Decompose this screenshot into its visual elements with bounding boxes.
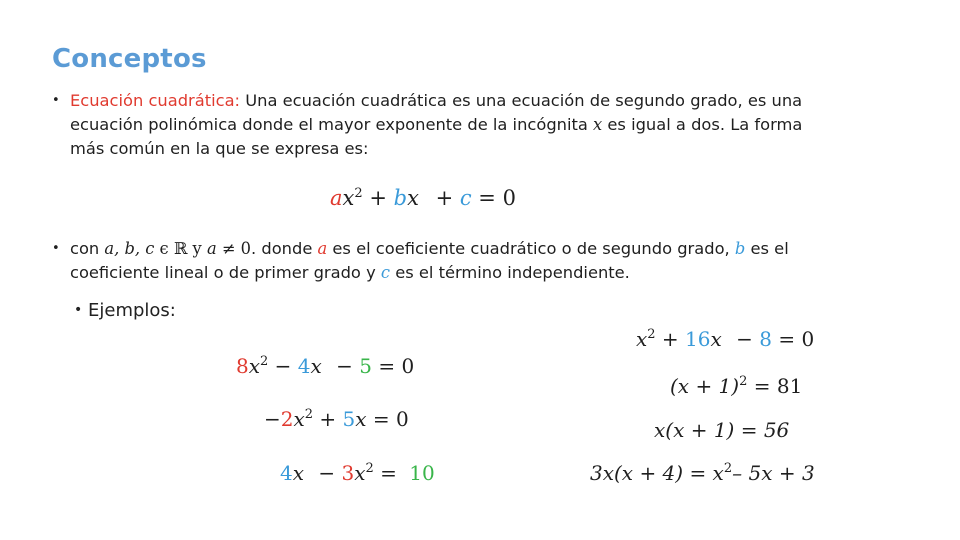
example-right-3 (654, 418, 789, 442)
term-x: x (293, 407, 305, 431)
exponent: 2 (739, 374, 748, 389)
term-x: x (292, 461, 305, 485)
bullet-coefficients (52, 237, 882, 285)
sign: − (264, 407, 281, 431)
example-left-1 (236, 354, 414, 378)
bullet-text (70, 89, 882, 161)
bullet-icon: • (52, 241, 60, 256)
coef-a: a (330, 186, 343, 210)
constant: 5 (359, 354, 373, 378)
definition-line-3: más común en la que se expresa es: (70, 139, 369, 158)
equals: = 0 (372, 354, 415, 378)
operator: − (312, 461, 342, 485)
expression: x(x + 1) = 56 (654, 418, 790, 442)
text: con (70, 239, 105, 258)
definition-line-2a: ecuación polinómica donde el mayor exponente de la incógnita (70, 115, 594, 134)
text: ≠ 0 (216, 239, 252, 258)
term-x: x (248, 354, 261, 378)
variable-a: a (206, 239, 217, 258)
coef-a: a (317, 239, 328, 258)
exponent: 2 (260, 354, 269, 369)
operator: + (362, 186, 394, 210)
definition-line-1: Una ecuación cuadrática es una ecuación de segundo grado, es una (240, 91, 803, 110)
coef-c: c (380, 263, 391, 282)
coef: 5 (342, 407, 356, 431)
text: coeficiente lineal o de primer grado y (70, 263, 381, 282)
example-left-2 (264, 407, 409, 431)
text: es el término independiente. (390, 263, 630, 282)
definition-line-2b: es igual a dos. La forma (602, 115, 803, 134)
coef: 3 (341, 461, 355, 485)
term-x: x (310, 354, 322, 378)
examples-label (74, 300, 176, 321)
text: ϵ ℝ y (154, 239, 207, 258)
bullet-icon: • (52, 93, 60, 108)
coef-c: c (459, 186, 472, 210)
equals: = 81 (747, 374, 803, 398)
example-right-4 (590, 461, 815, 485)
general-formula (330, 186, 516, 210)
text: es el coeficiente cuadrático o de segundo grado, (327, 239, 735, 258)
coef: 2 (280, 407, 294, 431)
coef: 16 (685, 327, 711, 351)
term-x: x (407, 186, 419, 210)
constant: 8 (759, 327, 772, 351)
bullet-quadratic-definition (52, 89, 882, 161)
coef: 8 (236, 354, 249, 378)
term-x: x (354, 461, 366, 485)
equals: = (373, 461, 404, 485)
expression: – 5x + 3 (732, 461, 815, 485)
operator: + (655, 327, 686, 351)
operator: − (729, 327, 760, 351)
expression: 3x(x + 4) = x (590, 461, 724, 485)
text: . donde (251, 239, 318, 258)
equals: = 0 (366, 407, 409, 431)
text: es el (745, 239, 789, 258)
example-right-1 (636, 327, 814, 351)
term-x: x (710, 327, 722, 351)
exponent: 2 (304, 407, 314, 422)
exponent: 2 (647, 327, 656, 342)
slide-title: Conceptos (52, 44, 207, 74)
coef-b: b (734, 239, 746, 258)
equals: = 0 (772, 327, 815, 351)
exponent: 2 (354, 186, 363, 201)
term-x: x (636, 327, 648, 351)
operator: + (428, 186, 460, 210)
bullet-text (70, 237, 882, 285)
operator: − (268, 354, 298, 378)
operator: − (329, 354, 360, 378)
term-x: x (342, 186, 355, 210)
constant: 10 (409, 461, 435, 485)
variable-x: x (593, 115, 603, 134)
example-right-2 (670, 374, 802, 398)
bullet-icon: • (74, 302, 83, 318)
coef: 4 (297, 354, 311, 378)
equals-zero: = 0 (471, 186, 516, 210)
exponent: 2 (723, 461, 733, 476)
coef: 4 (280, 461, 293, 485)
example-left-3 (280, 461, 435, 485)
variables: a, b, c (104, 239, 155, 258)
coef-b: b (393, 186, 408, 210)
term-label: Ecuación cuadrática: (70, 91, 241, 110)
exponent: 2 (365, 461, 374, 476)
term-x: x (355, 407, 367, 431)
examples-text: Ejemplos: (88, 300, 176, 321)
operator: + (313, 407, 343, 431)
expression: (x + 1) (670, 374, 740, 398)
